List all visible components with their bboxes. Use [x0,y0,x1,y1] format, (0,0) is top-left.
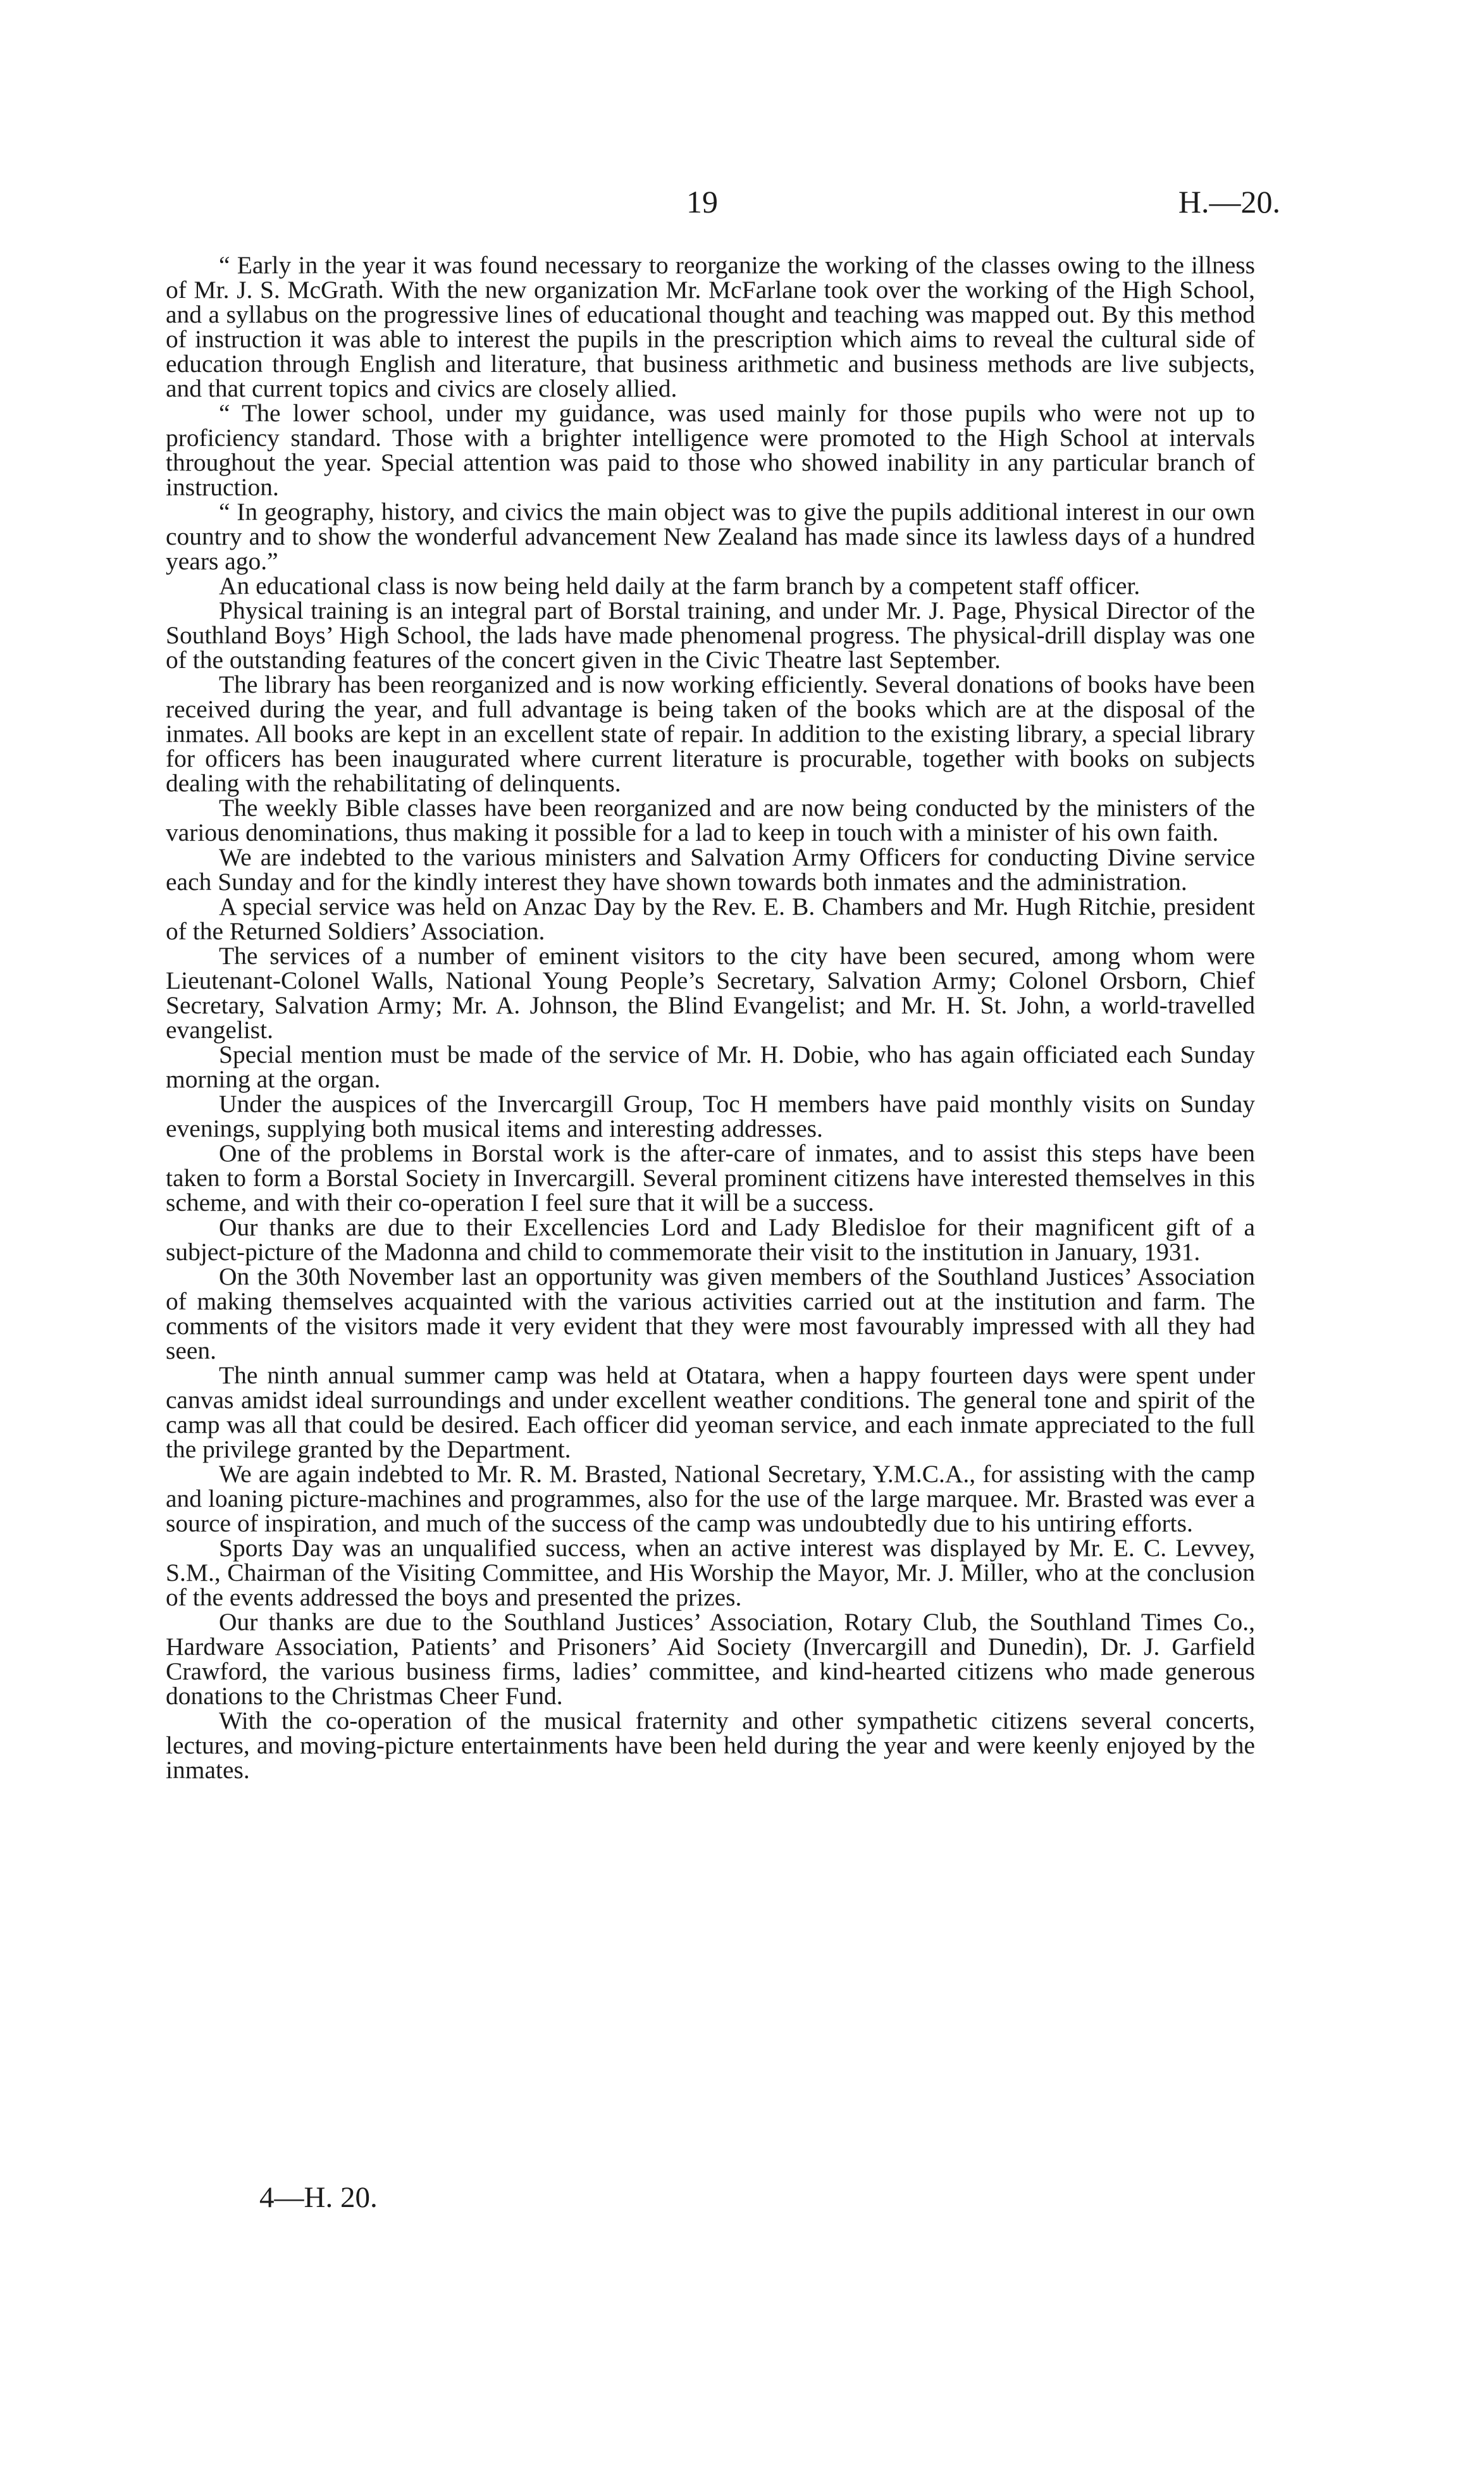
paragraph-7: The weekly Bible classes have been reorganized and are now being conducted by the ministers of the various denominations, thus making it possible for a lad to keep in touch with a minister of his own faith. [166,794,1255,846]
paragraph-19: Our thanks are due to the Southland Justices’ Association, Rotary Club, the Southland Times Co., Hardware Association, Patients’ and Prisoners’ Aid Society (Invercargill and Dunedin), Dr. J. Garfield Crawford, the various business firms, ladies’ committee, and kind-hearted citizens who made generous donations to the Christmas Cheer Fund. [166,1608,1255,1710]
paragraph-3: “ In geography, history, and civics the main object was to give the pupils additional interest in our own country and to show the wonderful advancement New Zealand has made since its lawless days of a hundred years ago.” [166,498,1255,575]
paragraph-8: We are indebted to the various ministers and Salvation Army Officers for conducting Divine service each Sunday and for the kindly interest they have shown towards both inmates and the administration. [166,843,1255,896]
body-text [166,253,1255,1783]
paragraph-1: “ Early in the year it was found necessary to reorganize the working of the classes owing to the illness of Mr. J. S. McGrath. With the new organization Mr. McFarlane took over the working of the High School, and a syllabus on the progressive lines of educational thought and teaching was mapped out. By this method of instruction it was able to interest the pupils in the prescription which aims to reveal the cultural side of education through English and literature, that business arithmetic and business methods are live subjects, and that current topics and civics are closely allied. [166,251,1255,402]
paragraph-4: An educational class is now being held daily at the farm branch by a competent staff officer. [219,572,1141,600]
signature-reference: 4—H. 20. [259,2181,378,2214]
paragraph-15: On the 30th November last an opportunity was given members of the Southland Justices’ Association of making themselves acquainted with the various activities carried out at the institution and farm. The comments of the visitors made it very evident that they were most favourably impressed with all they had seen. [166,1263,1255,1364]
paragraph-10: The services of a number of eminent visitors to the city have been secured, among whom were Lieutenant-Colonel Walls, National Young People’s Secretary, Salvation Army; Colonel Orsborn, Chief Secretary, Salvation Army; Mr. A. Johnson, the Blind Evangelist; and Mr. H. St. John, a world-travelled evangelist. [166,942,1255,1044]
paragraph-16: The ninth annual summer camp was held at Otatara, when a happy fourteen days were spent under canvas amidst ideal surroundings and under excellent weather conditions. The general tone and spirit of the camp was all that could be desired. Each officer did yeoman service, and each inmate appreciated to the full the privilege granted by the Department. [166,1361,1255,1463]
paragraph-20: With the co-operation of the musical fraternity and other sympathetic citizens several concerts, lectures, and moving-picture entertainments have been held during the year and were keenly enjoyed by the inmates. [166,1707,1255,1784]
paragraph-13: One of the problems in Borstal work is the after-care of inmates, and to assist this steps have been taken to form a Borstal Society in Invercargill. Several prominent citizens have interested themselves in this scheme, and with their co-operation I feel sure that it will be a success. [166,1139,1255,1216]
paragraph-11: Special mention must be made of the service of Mr. H. Dobie, who has again officiated each Sunday morning at the organ. [166,1041,1255,1093]
paragraph-6: The library has been reorganized and is now working efficiently. Several donations of books have been received during the year, and full advantage is being taken of the books which are at the disposal of the inmates. All books are kept in an excellent state of repair. In addition to the existing library, a special library for officers has been inaugurated where current literature is procurable, together with books on subjects dealing with the rehabilitating of delinquents. [166,671,1255,797]
paragraph-18: Sports Day was an unqualified success, when an active interest was displayed by Mr. E. C. Levvey, S.M., Chairman of the Visiting Committee, and His Worship the Mayor, Mr. J. Miller, who at the conclusion of the events addressed the boys and presented the prizes. [166,1534,1255,1611]
document-reference: H.—20. [1178,184,1280,219]
paragraph-17: We are again indebted to Mr. R. M. Brasted, National Secretary, Y.M.C.A., for assisting with the camp and loaning picture-machines and programmes, also for the use of the large marquee. Mr. Brasted was ever a source of inspiration, and much of the success of the camp was undoubtedly due to his untiring efforts. [166,1460,1255,1537]
paragraph-5: Physical training is an integral part of Borstal training, and under Mr. J. Page, Physical Director of the Southland Boys’ High School, the lads have made phenomenal progress. The physical-drill display was one of the outstanding features of the concert given in the Civic Theatre last September. [166,597,1255,674]
paragraph-2: “ The lower school, under my guidance, was used mainly for those pupils who were not up to proficiency standard. Those with a brighter intelligence were promoted to the High School at intervals throughout the year. Special attention was paid to those who showed inability in any particular branch of instruction. [166,399,1255,501]
page-number: 19 [686,184,718,219]
paragraph-9: A special service was held on Anzac Day by the Rev. E. B. Chambers and Mr. Hugh Ritchie, president of the Returned Soldiers’ Association. [166,893,1255,945]
paragraph-14: Our thanks are due to their Excellencies Lord and Lady Bledisloe for their magnificent gift of a subject-picture of the Madonna and child to commemorate their visit to the institution in January, 1931. [166,1213,1255,1266]
page-header [0,183,1484,234]
paragraph-12: Under the auspices of the Invercargill Group, Toc H members have paid monthly visits on Sunday evenings, supplying both musical items and interesting addresses. [166,1090,1255,1142]
